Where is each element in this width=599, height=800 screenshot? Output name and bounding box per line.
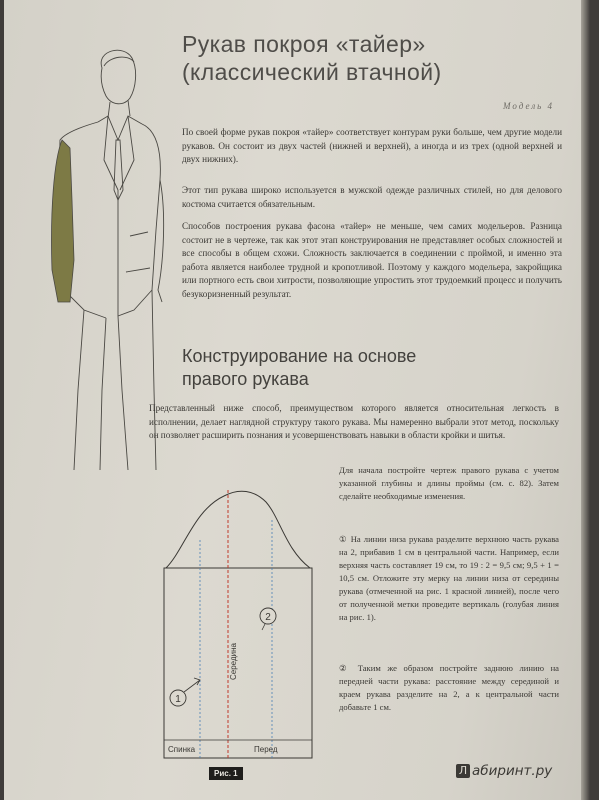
paragraph-1: По своей форме рукав покроя «тайер» соответствует контурам руки больше, чем другие модели рукавов. Он состоит из двух частей (нижней и верхней), а иногда и из трех (одной верхней и двух нижних). — [182, 127, 562, 165]
brand-logo-icon: Л — [456, 764, 470, 778]
highlighted-sleeve — [51, 140, 74, 302]
page-edge-shadow — [581, 0, 590, 800]
brand-watermark — [456, 763, 552, 779]
step-intro: Для начала постройте чертеж правого рукава с учетом указанной глубины и длины проймы (см. с. 82). Затем сделайте необходимые изменения. — [339, 465, 559, 501]
sleeve-cap-curve — [166, 491, 310, 568]
section-title — [182, 345, 522, 391]
sleeve-body-outline — [164, 568, 312, 758]
book-page — [4, 0, 590, 800]
label-front: Перед — [254, 745, 278, 754]
step-1: ① На линии низа рукава разделите верхнюю часть рукава на 2, прибавив 1 см в центральной части. Например, если верхняя часть составляет 19 см, то 19 : 2 = 9,5 см; 9,5 + 1 = 10,5 см. Отложите эту мерку на линии низа от середины рукава (отмеченной на рис. 1 красной линией), после чего от полученной метки проведите вертикаль (голубая линия на рис. 1). — [339, 534, 559, 622]
marker-1-arrow — [184, 680, 200, 692]
title-line-2: (классический втачной) — [182, 59, 442, 85]
label-middle: Середина — [229, 643, 238, 680]
paragraph-2: Этот тип рукава широко используется в мужской одежде различных стилей, но для делового костюма считается обязательным. — [182, 185, 562, 209]
sleeve-pattern-figure — [154, 480, 334, 770]
marker-2: 2 — [265, 612, 271, 623]
section-intro: Представленный ниже способ, преимуществом которого является относительная легкость в исполнении, делает наглядной структуру такого рукава. Мы намеренно выбрали этот метод, поскольку он позволяет расширить познания и усовершенствовать навыки в области кройки и шитья. — [149, 403, 559, 441]
section-title-line-1: Конструирование на основе — [182, 346, 417, 366]
marker-1: 1 — [175, 694, 181, 705]
figure-caption: Рис. 1 — [209, 767, 243, 780]
paragraph-3: Способов построения рукава фасона «тайер» не меньше, чем самих модельеров. Разница состоит не в чертеже, так как этот этап конструирования не представляет особых сложностей и все способы в общем схожи. Сложность заключается в соединении с проймой, и именно эта работа является наиболее трудной и кропотливой. Поэтому у каждого модельера, закройщика или портного есть свои хитрости, позволяющие упростить этот трудоемкий процесс и получить безукоризненный результат. — [182, 221, 562, 299]
page-title — [182, 30, 562, 86]
section-title-line-2: правого рукава — [182, 369, 309, 389]
step-2: ② Таким же образом постройте заднюю линию на передней части рукава: расстояние между серединой и краем рукава разделите на 2, а к центральной части добавьте 1 см. — [339, 663, 559, 712]
title-line-1: Рукав покроя «тайер» — [182, 31, 426, 57]
model-label: Модель 4 — [503, 101, 554, 111]
brand-text: абиринт.ру — [472, 763, 553, 779]
label-back: Спинка — [168, 745, 196, 754]
